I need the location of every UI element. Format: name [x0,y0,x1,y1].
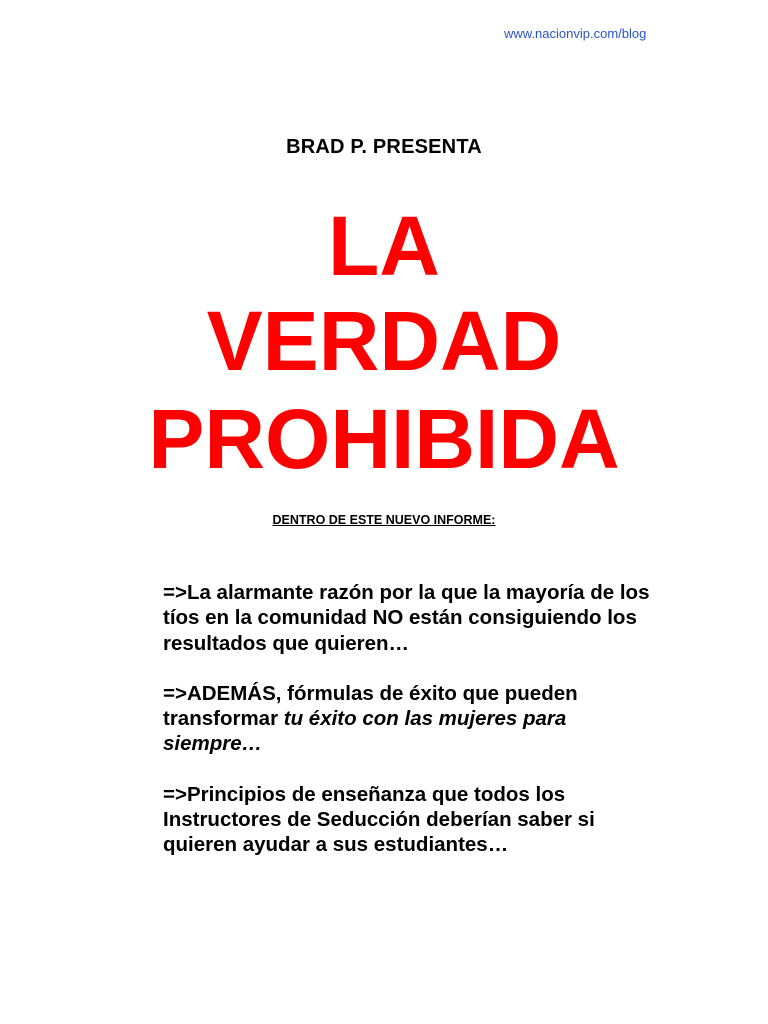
subheading: DENTRO DE ESTE NUEVO INFORME: [272,513,496,527]
bullet-text: =>La alarmante razón por la que la mayoría de los tíos en la comunidad NO están consiguiendo los resultados que quieren… [163,581,650,655]
title-line-1: LA [328,199,440,293]
bullet-item [163,580,663,656]
bullet-text: =>ADEMÁS, fórmulas de éxito que pueden transformar [163,681,578,731]
bullet-item [163,782,663,858]
bullet-text: =>Principios de enseñanza que todos los Instructores de Seducción deberían saber si quieren ayudar a sus estudiantes… [163,782,595,857]
title-line-3: PROHIBIDA [148,392,620,486]
bullet-list [163,580,663,883]
presenter-line: BRAD P. PRESENTA [286,136,482,158]
bullet-italic-text: tu éxito con las mujeres para siempre… [163,707,567,756]
title-line-2: VERDAD [206,294,562,388]
site-url[interactable]: www.nacionvip.com/blog [504,26,647,41]
bullet-item [163,681,663,757]
